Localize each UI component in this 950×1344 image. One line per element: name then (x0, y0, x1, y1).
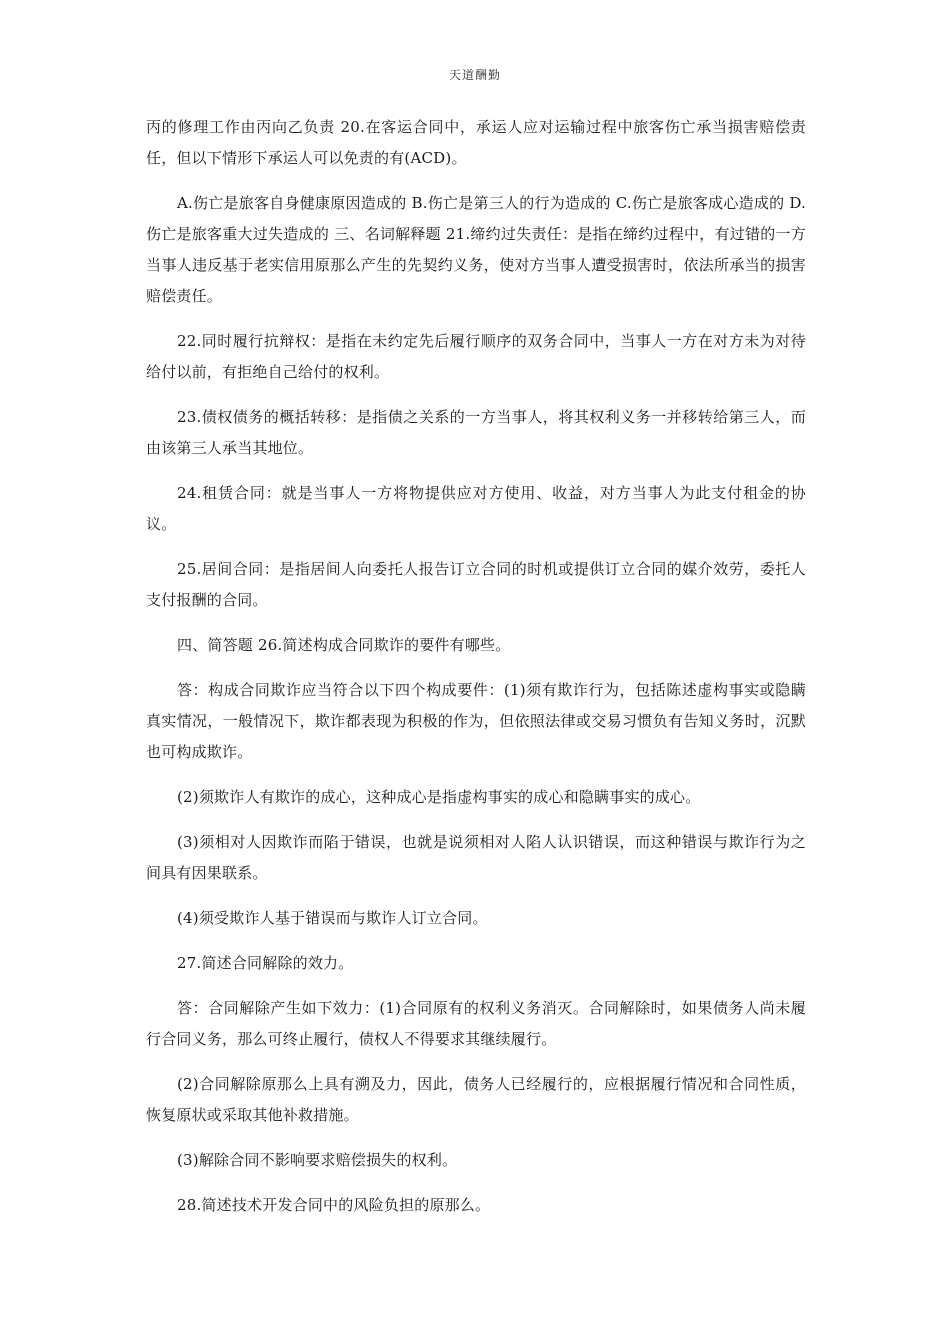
paragraph-5: 24.租赁合同：就是当事人一方将物提供应对方使用、收益，对方当事人为此支付租金的协议。 (146, 484, 806, 533)
paragraph-3: 22.同时履行抗辩权：是指在未约定先后履行顺序的双务合同中，当事人一方在对方未为对待给付以前，有拒绝自己给付的权利。 (146, 332, 806, 381)
paragraph-8: 答：构成合同欺诈应当符合以下四个构成要件：(1)须有欺诈行为，包括陈述虚构事实或隐瞒真实情况，一般情况下，欺诈都表现为积极的作为，但依照法律或交易习惯负有告知义务时，沉默也可构成欺诈。 (146, 681, 806, 761)
paragraph-9: (2)须欺诈人有欺诈的成心，这种成心是指虚构事实的成心和隐瞒事实的成心。 (177, 788, 701, 806)
document-body (146, 112, 806, 1235)
paragraph-4: 23.债权债务的概括转移：是指债之关系的一方当事人，将其权利义务一并移转给第三人，而由该第三人承当其地位。 (146, 408, 806, 457)
paragraph-1: 丙的修理工作由丙向乙负责 20.在客运合同中，承运人应对运输过程中旅客伤亡承当损害赔偿责任，但以下情形下承运人可以免责的有(ACD)。 (146, 118, 806, 167)
paragraph-7: 四、简答题 26.简述构成合同欺诈的要件有哪些。 (177, 636, 511, 654)
paragraph-10: (3)须相对人因欺诈而陷于错误，也就是说须相对人陷人认识错误，而这种错误与欺诈行为之间具有因果联系。 (146, 833, 806, 882)
paragraph-6: 25.居间合同：是指居间人向委托人报告订立合同的时机或提供订立合同的媒介效劳，委托人支付报酬的合同。 (146, 560, 806, 609)
paragraph-15: (3)解除合同不影响要求赔偿损失的权利。 (177, 1151, 458, 1169)
paragraph-11: (4)须受欺诈人基于错误而与欺诈人订立合同。 (177, 909, 488, 927)
paragraph-16: 28.简述技术开发合同中的风险负担的原那么。 (177, 1196, 491, 1214)
page-header: 天道酬勤 (448, 68, 501, 82)
paragraph-2: A.伤亡是旅客自身健康原因造成的 B.伤亡是第三人的行为造成的 C.伤亡是旅客成心造成的 D.伤亡是旅客重大过失造成的 三、名词解释题 21.缔约过失责任：是指在缔约过程中，有过错的一方当事人违反基于老实信用原那么产生的先契约义务，使对方当事人遭受损害时，依法所承当的损害赔偿责任。 (146, 194, 806, 305)
paragraph-12: 27.简述合同解除的效力。 (177, 954, 354, 972)
paragraph-13: 答：合同解除产生如下效力：(1)合同原有的权利义务消灭。合同解除时，如果债务人尚未履行合同义务，那么可终止履行，债权人不得要求其继续履行。 (146, 999, 806, 1048)
paragraph-14: (2)合同解除原那么上具有溯及力，因此，债务人已经履行的，应根据履行情况和合同性质，恢复原状或采取其他补救措施。 (146, 1075, 806, 1124)
